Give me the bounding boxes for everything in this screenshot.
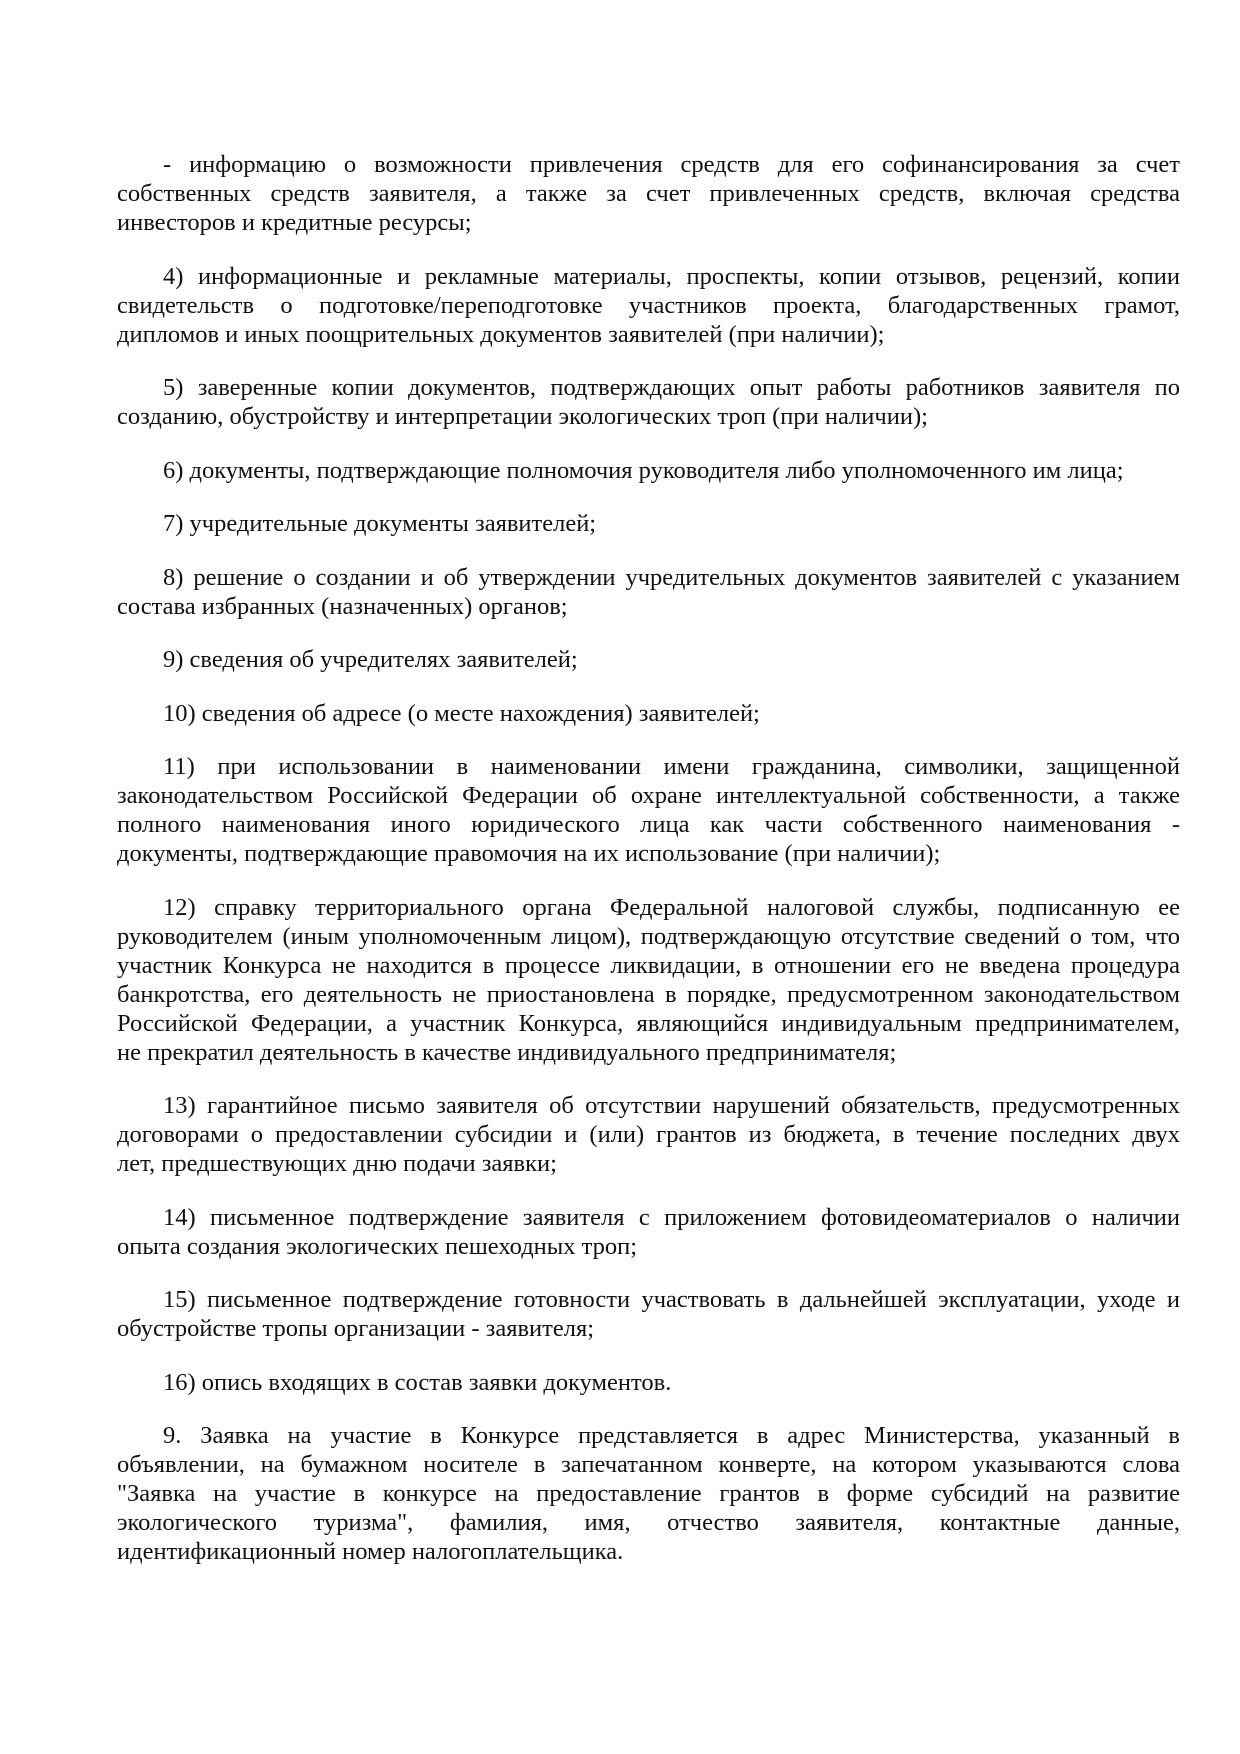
text-line: 13) гарантийное письмо заявителя об отсутствии нарушений обязательств, предусмотренных — [163, 1092, 1180, 1119]
text-line: дипломов и иных поощрительных документов заявителей (при наличии); — [117, 320, 885, 348]
text-line: руководителем (иным уполномоченным лицом), подтверждающую отсутствие сведений о том, что — [117, 922, 1180, 950]
paragraph — [117, 893, 1180, 1067]
text-line: - информацию о возможности привлечения средств для его софинансирования за счет — [163, 151, 1180, 178]
text-line: Российской Федерации, а участник Конкурса, являющийся индивидуальным предпринимателем, — [117, 1009, 1180, 1037]
text-line: полного наименования иного юридического лица как части собственного наименования - — [117, 811, 1180, 838]
text-line: собственных средств заявителя, а также за счет привлеченных средств, включая средства — [117, 180, 1180, 207]
text-line: 10) сведения об адресе (о месте нахождения) заявителей; — [163, 699, 760, 727]
text-line: состава избранных (назначенных) органов; — [117, 592, 568, 620]
paragraph — [117, 699, 1180, 728]
text-line: опыта создания экологических пешеходных троп; — [117, 1232, 638, 1260]
paragraph — [117, 1285, 1180, 1343]
text-line: не прекратил деятельность в качестве индивидуального предпринимателя; — [117, 1038, 897, 1066]
paragraph — [117, 373, 1180, 431]
paragraph — [117, 1368, 1180, 1397]
text-line: свидетельств о подготовке/переподготовке участников проекта, благодарственных грамот, — [117, 291, 1180, 319]
text-line: 16) опись входящих в состав заявки документов. — [163, 1368, 672, 1396]
text-line: 12) справку территориального органа Федеральной налоговой службы, подписанную ее — [163, 893, 1180, 921]
text-line: обустройстве тропы организации - заявителя; — [117, 1315, 595, 1342]
paragraph — [117, 563, 1180, 621]
paragraph — [117, 1091, 1180, 1178]
paragraph — [117, 262, 1180, 349]
text-line: объявлении, на бумажном носителе в запечатанном конверте, на котором указываются слова — [117, 1451, 1180, 1478]
paragraph — [117, 150, 1180, 237]
text-line: банкротства, его деятельность не приостановлена в порядке, предусмотренном законодательством — [117, 980, 1180, 1008]
paragraph — [117, 456, 1180, 485]
text-line: идентификационный номер налогоплательщика. — [117, 1538, 624, 1565]
text-line: законодательством Российской Федерации об охране интеллектуальной собственности, а также — [117, 782, 1180, 809]
text-line: документы, подтверждающие правомочия на их использование (при наличии); — [117, 840, 941, 867]
text-line: 7) учредительные документы заявителей; — [163, 510, 597, 537]
text-line: созданию, обустройству и интерпретации экологических троп (при наличии); — [117, 403, 928, 430]
text-line: лет, предшествующих дню подачи заявки; — [117, 1150, 557, 1177]
text-line: 14) письменное подтверждение заявителя с приложением фотовидеоматериалов о наличии — [163, 1203, 1180, 1231]
text-line: 9) сведения об учредителях заявителей; — [163, 646, 578, 673]
text-line: 4) информационные и рекламные материалы, проспекты, копии отзывов, рецензий, копии — [163, 262, 1180, 290]
text-line: участник Конкурса не находится в процессе ликвидации, в отношении его не введена процедура — [117, 951, 1180, 979]
paragraph — [117, 509, 1180, 538]
paragraph — [117, 645, 1180, 674]
text-line: 9. Заявка на участие в Конкурсе представляется в адрес Министерства, указанный в — [163, 1422, 1180, 1449]
paragraph — [117, 752, 1180, 868]
paragraph — [117, 1421, 1180, 1566]
text-line: 15) письменное подтверждение готовности участвовать в дальнейшей эксплуатации, уходе и — [163, 1286, 1180, 1313]
text-line: "Заявка на участие в конкурсе на предоставление грантов в форме субсидий на развитие — [117, 1480, 1180, 1507]
text-line: 5) заверенные копии документов, подтверждающих опыт работы работников заявителя по — [163, 374, 1180, 401]
text-line: 11) при использовании в наименовании имени гражданина, символики, защищенной — [163, 753, 1180, 780]
paragraph — [117, 1203, 1180, 1261]
text-line: 8) решение о создании и об утверждении учредительных документов заявителей с указанием — [163, 563, 1180, 591]
document-page — [117, 150, 1180, 1591]
text-line: 6) документы, подтверждающие полномочия руководителя либо уполномоченного им лица; — [163, 456, 1124, 484]
text-line: экологического туризма", фамилия, имя, отчество заявителя, контактные данные, — [117, 1509, 1180, 1536]
text-line: договорами о предоставлении субсидии и (или) грантов из бюджета, в течение последних двух — [117, 1121, 1180, 1148]
text-line: инвесторов и кредитные ресурсы; — [117, 209, 472, 236]
